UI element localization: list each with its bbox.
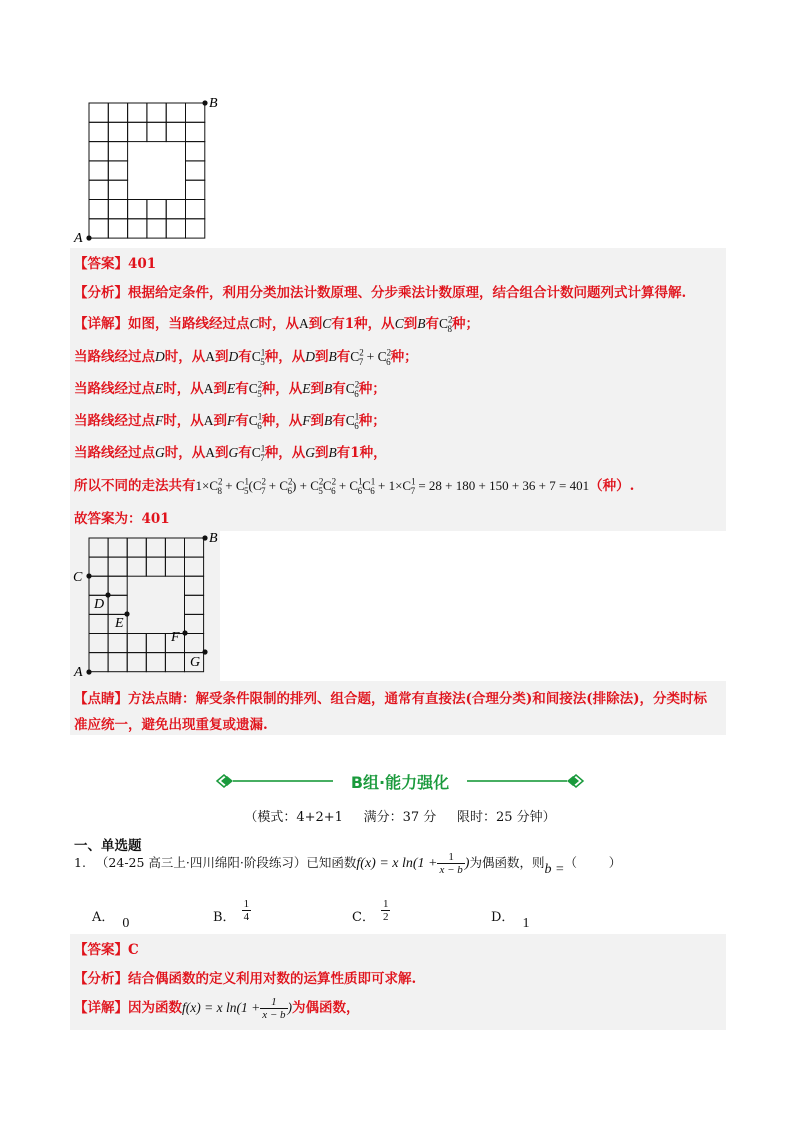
choice-c[interactable]: C． $\frac{1}{2}$	[352, 898, 389, 926]
grid-cell	[89, 103, 108, 122]
grid-cell	[186, 122, 205, 141]
grid-cell	[165, 538, 184, 557]
detail-line-3: 当路线经过点E时，从A到E有$C^2_5$种，从E到B有$C^2_6$种；	[74, 379, 386, 399]
grid-cell	[108, 180, 127, 199]
grid-cell	[89, 614, 108, 633]
section-header	[0, 768, 800, 794]
grid-cell	[166, 122, 185, 141]
grid-cell	[108, 538, 127, 557]
grid-cell	[165, 653, 184, 672]
fig2-point-d	[105, 592, 110, 597]
grid-cell	[89, 653, 108, 672]
conclusion-line: 故答案为：401	[74, 511, 170, 527]
grid-cell	[186, 200, 205, 219]
detail-tag: 【详解】	[74, 316, 128, 332]
choice-d[interactable]: D． 1	[491, 910, 530, 931]
grid-cell	[166, 200, 185, 219]
fig2-point-b	[202, 535, 207, 540]
grid-cell	[186, 142, 205, 161]
grid-cell	[108, 634, 127, 653]
fig2-point-c	[86, 573, 91, 578]
fig2-label-d: D	[94, 597, 105, 612]
answer-line	[74, 252, 156, 272]
grid-cell	[128, 122, 147, 141]
choice-a[interactable]: A． 0	[92, 910, 130, 931]
analysis-tag: 【分析】	[74, 285, 128, 301]
grid-cell	[89, 142, 108, 161]
grid-cell	[108, 576, 127, 595]
grid-cell	[89, 161, 108, 180]
grid-cell	[166, 219, 185, 238]
grid-figure-1	[70, 95, 230, 247]
grid-cell	[185, 614, 204, 633]
grid-cell	[128, 200, 147, 219]
grid-cell	[108, 595, 127, 614]
grid-cell	[89, 219, 108, 238]
grid-cell	[147, 219, 166, 238]
detail-line-4: 当路线经过点F时，从A到F有$C^1_6$种，从F到B有$C^1_6$种；	[74, 411, 386, 431]
fig2-label-g: G	[190, 655, 201, 670]
grid-cell	[127, 538, 146, 557]
detail-line-6: 所以不同的走法共有$1\times C^2_8 + C^1_5(C^2_7 + C^2_6) + C^2_5C^2_6 + C^1_6C^1_6 + 1\times C^1_7 = 28 + 180 + 150 + 36 + 7 = 401$（种）.	[74, 476, 635, 496]
fig2-point-a	[86, 669, 91, 674]
grid-figure-2	[70, 531, 230, 681]
grid-cell	[108, 103, 127, 122]
grid-cell	[185, 538, 204, 557]
grid-cell	[147, 200, 166, 219]
grid-cell	[89, 557, 108, 576]
grid-cell	[89, 122, 108, 141]
question-source: （24-25 高三上·四川绵阳·阶段练习）已知函数	[95, 855, 357, 871]
grid-cell	[108, 200, 127, 219]
grid-cell	[108, 142, 127, 161]
grid-cell	[127, 557, 146, 576]
question-function: f(x) = x ln(1 +	[356, 856, 438, 872]
point-a-dot	[86, 235, 91, 240]
answer-blank: （ ）	[564, 855, 622, 871]
fig2-label-f: F	[171, 630, 180, 645]
grid-cell	[146, 653, 165, 672]
grid-cell	[185, 576, 204, 595]
grid-cell	[186, 180, 205, 199]
grid-cell	[186, 103, 205, 122]
fig2-label-c: C	[73, 570, 83, 585]
grid-cell	[108, 161, 127, 180]
detail-line-5: 当路线经过点G时，从A到G有$C^1_7$种，从G到B有1种，	[74, 443, 387, 463]
grid-cell	[108, 653, 127, 672]
fig2-point-e	[124, 611, 129, 616]
grid-cell	[147, 122, 166, 141]
label-b: B	[209, 96, 218, 111]
detail-line-2: 当路线经过点D时，从A到D有$C^1_5$种，从D到B有$C^2_7 + C^2_6$种；	[74, 347, 418, 367]
section-meta: （模式：4+2+1 满分：37 分 限时：25 分钟）	[244, 810, 556, 825]
answer2-line: 【答案】C	[74, 942, 139, 958]
grid-cell	[185, 595, 204, 614]
grid-cell	[89, 576, 108, 595]
answer-tag: 【答案】	[74, 256, 128, 272]
grid-cell	[146, 634, 165, 653]
fig2-label-a: A	[74, 665, 83, 680]
grid-cell	[127, 634, 146, 653]
grid-cell	[108, 219, 127, 238]
grid-cell	[147, 103, 166, 122]
detail2-line: 【详解】因为函数f(x) = x ln(1 + $\frac{1}{x - b}$ )为偶函数，	[74, 996, 360, 1022]
section-heading: 一、单选题	[74, 838, 142, 854]
analysis-text: 根据给定条件，利用分类加法计数原理、分步乘法计数原理，结合组合计数问题列式计算得解.	[128, 285, 687, 301]
grid-cell	[166, 103, 185, 122]
grid-cell	[89, 538, 108, 557]
fig2-point-g	[202, 649, 207, 654]
grid-cell	[185, 557, 204, 576]
comment-line-2: 准应统一，避免出现重复或遗漏.	[74, 717, 268, 733]
choice-b[interactable]: B． $\frac{1}{4}$	[213, 898, 250, 926]
grid-cell	[186, 219, 205, 238]
question-number: 1.	[74, 855, 86, 871]
grid-cell	[89, 634, 108, 653]
grid-cell	[146, 557, 165, 576]
grid-cell	[89, 200, 108, 219]
question-1: 1. （24-25 高三上·四川绵阳·阶段练习）已知函数f(x) = x ln(1 + $\frac{1}{x - b}$ )为偶函数，则b =（ ）	[74, 851, 622, 878]
answer2-value: C	[128, 942, 139, 958]
analysis2-line: 【分析】结合偶函数的定义利用对数的运算性质即可求解.	[74, 971, 417, 987]
fig2-label-b: B	[209, 531, 218, 546]
fig2-label-e: E	[115, 616, 124, 631]
grid-cell	[108, 557, 127, 576]
grid-cell	[127, 653, 146, 672]
grid-cell	[89, 180, 108, 199]
grid-cell	[146, 538, 165, 557]
section-title: B组·能力强化	[350, 773, 450, 792]
grid-cell	[186, 161, 205, 180]
detail-line-1: 【详解】如图，当路线经过点C时，从A到C有1种，从C到B有$C^2_8$种；	[74, 314, 479, 334]
combination-term: $C^2_8$	[438, 314, 453, 334]
grid-cell	[165, 557, 184, 576]
answer-value: 401	[128, 256, 157, 272]
fig2-point-f	[182, 630, 187, 635]
grid-cell	[185, 634, 204, 653]
label-a: A	[74, 231, 83, 246]
grid-cell	[128, 219, 147, 238]
analysis-line	[74, 281, 686, 301]
point-b-dot	[202, 100, 207, 105]
comment-tag: 【点睛】	[74, 691, 128, 707]
grid-cell	[128, 103, 147, 122]
grid-cell	[108, 122, 127, 141]
comment-line-1: 【点睛】方法点睛：解受条件限制的排列、组合题，通常有直接法(合理分类)和间接法(排除法)，分类时标	[74, 691, 708, 707]
